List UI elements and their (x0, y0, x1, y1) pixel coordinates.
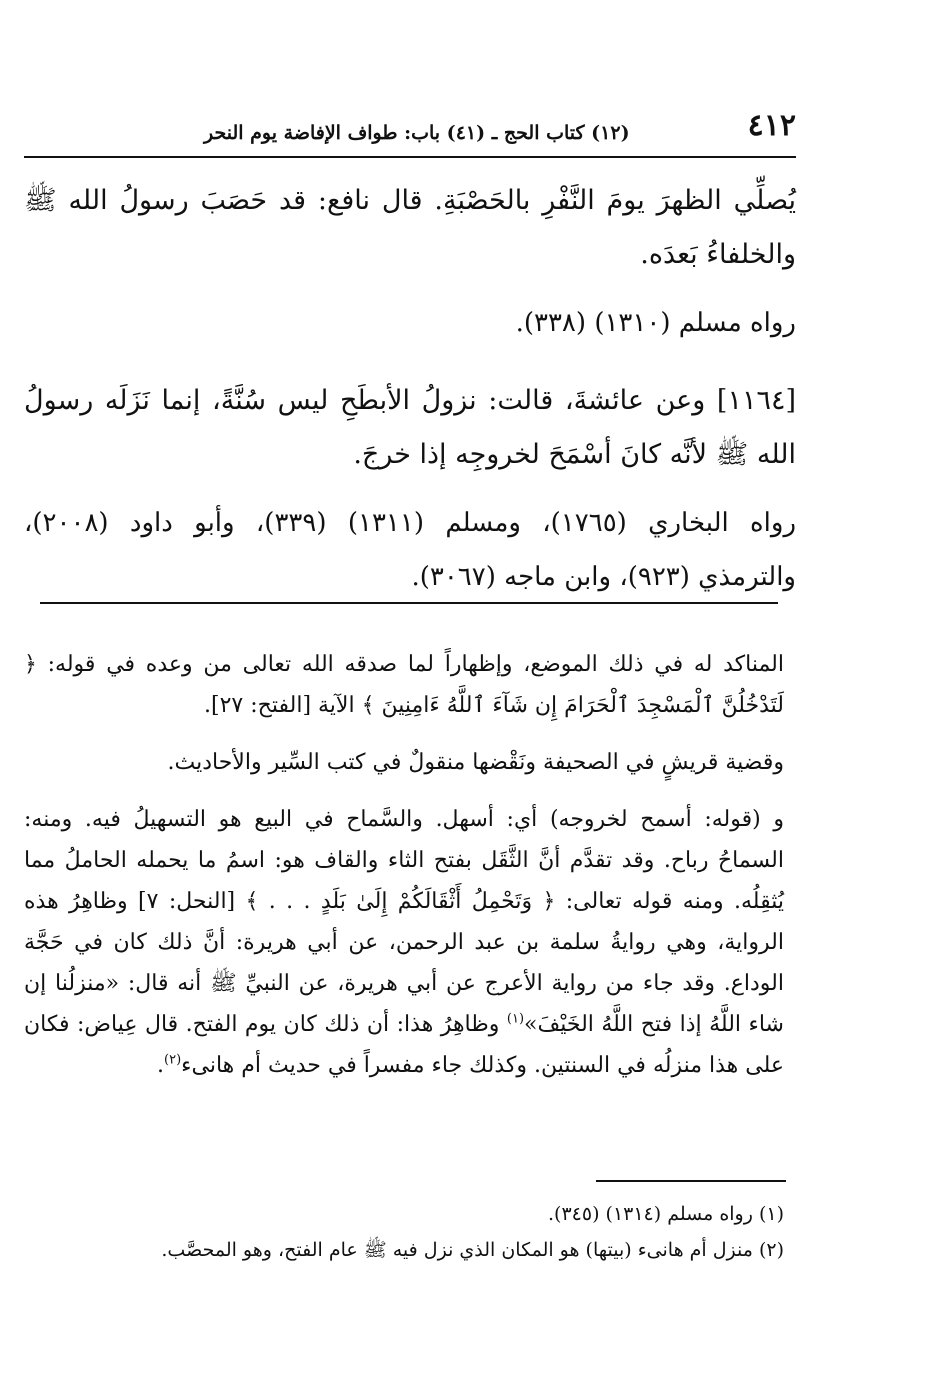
running-title: (١٢) كتاب الحج ـ (٤١) باب: طواف الإفاضة يوم النحر (204, 122, 630, 144)
footnote: (٢) منزل أم هانىء (بيتها) هو المكان الذي نزل فيه ﷺ عام الفتح، وهو المحصَّب. (161, 1239, 784, 1261)
footnote: (١) رواه مسلم (١٣١٤) (٣٤٥). (547, 1203, 784, 1225)
footnote-ref[interactable]: (٢) (164, 1052, 182, 1068)
page-number: ٤١٢ (747, 108, 796, 143)
commentary-text-run: وظاهِرُ هذا: أن ذلك كان يوم الفتح. قال عِياض: فكان على هذا منزلُه في السنتين. وكذلك جاء مفسراً في حديث أم هانىء (24, 1012, 784, 1078)
commentary-paragraph: المناكد له في ذلك الموضع، وإظهاراً لما صدقه الله تعالى من وعده في قوله: ﴿ لَتَدْخُلُنَّ ٱلْمَسْجِدَ ٱلْحَرَامَ إِن شَآءَ ٱللَّهُ ءَامِنِينَ ﴾ الآية [الفتح: ٢٧]. (24, 652, 784, 718)
footnotes (24, 1196, 784, 1268)
hadith-source: رواه البخاري (١٧٦٥)، ومسلم (١٣١١) (٣٣٩)، وأبو داود (٢٠٠٨)، والترمذي (٩٢٣)، وابن ماجه (٣٠٦٧). (24, 508, 797, 592)
footnote-ref[interactable]: (١) (506, 1011, 525, 1027)
footnote-separator (596, 1180, 786, 1182)
commentary-text-run: . (157, 1053, 165, 1078)
commentary-text (24, 644, 784, 1086)
hadith-text (24, 174, 796, 604)
commentary-paragraph (24, 799, 784, 1086)
hadith-paragraph: يُصلِّي الظهرَ يومَ النَّفْرِ بالحَصْبَةِ. قال نافع: قد حَصَبَ رسولُ الله ﷺ والخلفاءُ بَعدَه. (24, 185, 796, 270)
commentary-paragraph: وقضية قريشٍ في الصحيفة ونَقْضها منقولٌ في كتب السِّير والأحاديث. (167, 750, 784, 775)
commentary-separator (40, 602, 778, 604)
hadith-paragraph: [١١٦٤] وعن عائشةَ، قالت: نزولُ الأبطَحِ ليس سُنَّةً، إنما نَزَلَه رسولُ الله ﷺ لأنَّه كانَ أسْمَحَ لخروجِه إذا خرجَ. (24, 385, 796, 470)
hadith-source: رواه مسلم (١٣١٠) (٣٣٨). (515, 308, 796, 338)
commentary-text-run: و (قوله: أسمح لخروجه) أي: أسهل. والسَّماح في البيع هو التسهيلُ فيه. ومنه: السماحُ رباح. وقد تقدَّم أنَّ الثَّقَل بفتح الثاء والقاف هو: اسمُ ما يحمله الحاملُ مما يُثقِلُه. ومنه قوله تعالى: ﴿ وَتَحْمِلُ أَثْقَالَكُمْ إِلَىٰ بَلَدٍ . . . ﴾ [النحل: ٧] وظاهِرُ هذه الرواية، وهي روايةُ سلمة بن عبد الرحمن، عن أبي هريرة: أنَّ ذلك كان في حَجَّة الوداع. وقد جاء من رواية الأعرج عن أبي هريرة، عن النبيِّ ﷺ أنه قال: «منزلُنا إن شاء اللَّهُ إذا فتح اللَّهُ الخَيْفَ» (24, 807, 784, 1037)
page-header (24, 108, 796, 158)
